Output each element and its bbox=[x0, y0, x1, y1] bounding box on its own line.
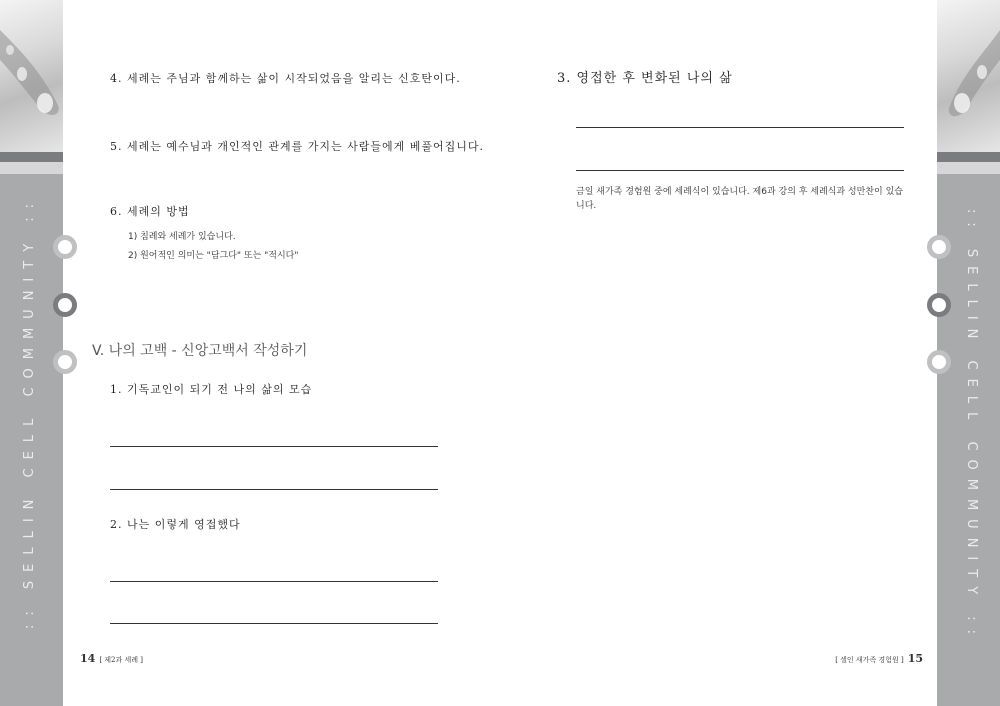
question-1: 1. 기독교인이 되기 전 나의 삶의 모습 bbox=[110, 383, 313, 396]
binder-ring-icon bbox=[927, 235, 951, 259]
item-4: 4. 세례는 주님과 함께하는 삶이 시작되었음을 알리는 신호탄이다. bbox=[110, 72, 461, 85]
section-title: V. 나의 고백 - 신앙고백서 작성하기 bbox=[92, 343, 308, 359]
water-drop-photo bbox=[0, 0, 63, 152]
page-number: 14 bbox=[80, 652, 96, 665]
binder-ring-icon bbox=[927, 350, 951, 374]
binder-ring-icon bbox=[53, 235, 77, 259]
binder-ring-icon bbox=[53, 293, 77, 317]
answer-line bbox=[110, 581, 438, 582]
item-6-point-1: 1) 침례와 세례가 있습니다. bbox=[128, 232, 236, 242]
answer-line bbox=[110, 489, 438, 490]
running-head: [ 셀인 새가족 경험원 ] bbox=[835, 656, 904, 664]
question-2: 2. 나는 이렇게 영접했다 bbox=[110, 518, 241, 531]
item-5: 5. 세례는 예수님과 개인적인 관계를 가지는 사람들에게 베풀어집니다. bbox=[110, 140, 484, 153]
right-folio bbox=[831, 652, 923, 665]
running-head: [ 제2과 세례 ] bbox=[99, 656, 143, 664]
water-drop-photo bbox=[937, 0, 1000, 152]
spine-text-left: :: SELLIN CELL COMMUNITY :: bbox=[22, 194, 37, 629]
spine-text-right: :: SELLIN CELL COMMUNITY :: bbox=[964, 209, 979, 644]
answer-line bbox=[110, 623, 438, 624]
baptism-note: 금일 새가족 경험원 중에 세례식이 있습니다. 제6과 강의 후 세례식과 성만찬이 있습니다. bbox=[576, 187, 903, 211]
page-number: 15 bbox=[907, 652, 923, 665]
left-folio bbox=[80, 652, 147, 665]
item-6-heading: 6. 세례의 방법 bbox=[110, 205, 190, 218]
band-stripe-dark bbox=[0, 152, 63, 162]
band-stripe-light bbox=[0, 162, 63, 174]
item-6-point-2: 2) 원어적인 의미는 "담그다" 또는 "적시다" bbox=[128, 251, 299, 261]
question-3: 3. 영접한 후 변화된 나의 삶 bbox=[557, 71, 733, 86]
binder-ring-icon bbox=[927, 293, 951, 317]
answer-line bbox=[576, 127, 904, 128]
answer-line bbox=[110, 446, 438, 447]
answer-line bbox=[576, 170, 904, 171]
band-stripe-light bbox=[937, 162, 1000, 174]
binder-ring-icon bbox=[53, 350, 77, 374]
band-stripe-dark bbox=[937, 152, 1000, 162]
